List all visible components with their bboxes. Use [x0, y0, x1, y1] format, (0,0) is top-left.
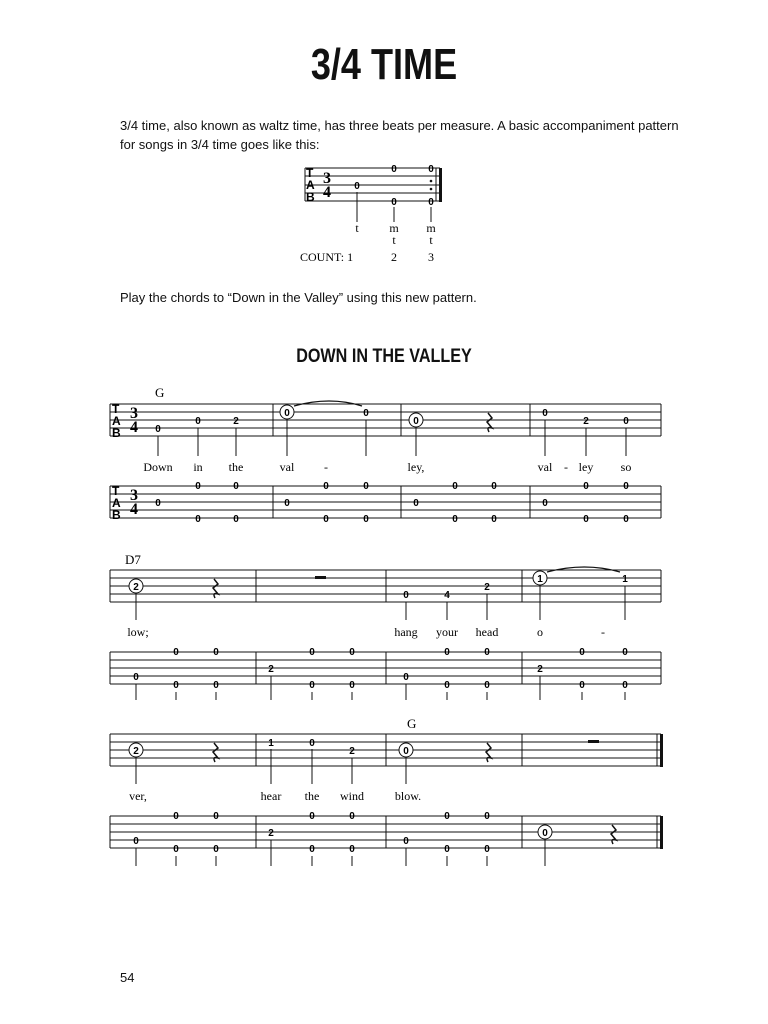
instruction-paragraph: Play the chords to “Down in the Valley” using this new pattern. [120, 290, 477, 305]
time-signature-top: 3 [323, 170, 331, 187]
fret-number: 0 [155, 498, 161, 509]
fret-number: 0 [542, 408, 548, 419]
fret-number: 0 [452, 481, 458, 492]
system-2 [110, 552, 661, 691]
chord-symbol: G [155, 385, 165, 400]
tab-label-t: T [112, 484, 120, 498]
fret-number: 0 [363, 408, 369, 419]
fret-number: 2 [537, 664, 543, 675]
fret-number: 2 [268, 664, 274, 675]
fret-number: 0 [428, 164, 434, 175]
lyric-syllable: the [228, 460, 244, 474]
fret-number: 0 [309, 844, 315, 855]
lyric-syllable: val [537, 460, 553, 474]
fret-number: 0 [195, 514, 201, 525]
tab-label-a: A [112, 496, 121, 510]
fret-number: 0 [173, 680, 179, 691]
system-1 [110, 385, 661, 525]
fret-number: 2 [133, 582, 139, 593]
fret-number: 0 [173, 844, 179, 855]
fret-number: 1 [622, 574, 628, 585]
fret-number: 0 [583, 481, 589, 492]
lyric-syllable: the [304, 789, 320, 803]
whole-rest-icon [315, 576, 326, 579]
fret-number: 0 [391, 164, 397, 175]
lyric-syllable: hear [260, 789, 282, 803]
fret-number: 0 [444, 811, 450, 822]
time-signature-bottom: 4 [130, 501, 138, 518]
fret-number: 0 [391, 197, 397, 208]
fret-number: 1 [537, 574, 543, 585]
fret-number: 0 [403, 590, 409, 601]
lyric-hyphen: - [601, 625, 605, 639]
fret-number: 0 [309, 811, 315, 822]
system-3 [110, 716, 663, 866]
fret-number: 0 [403, 672, 409, 683]
accompaniment-stems [136, 676, 625, 700]
lyric-syllable: so [620, 460, 632, 474]
count-beat: 3 [428, 250, 434, 264]
fret-number: 2 [583, 416, 589, 427]
lyric-syllable: o [537, 625, 543, 639]
fret-number: 0 [349, 680, 355, 691]
fret-number: 0 [413, 416, 419, 427]
finger-label: m [389, 221, 399, 235]
fret-number: 0 [213, 647, 219, 658]
fret-number: 0 [349, 844, 355, 855]
fret-number: 0 [403, 836, 409, 847]
fret-number: 2 [233, 416, 239, 427]
lyric-syllable: ver, [129, 789, 147, 803]
time-signature-bottom: 4 [130, 419, 138, 436]
fret-number: 0 [195, 416, 201, 427]
song-title: DOWN IN THE VALLEY [296, 346, 472, 367]
fret-number: 0 [233, 514, 239, 525]
lyric-syllable: blow. [394, 789, 422, 803]
lyric-syllable: head [475, 625, 499, 639]
fret-number: 2 [349, 746, 355, 757]
lyric-syllable: ley, [407, 460, 425, 474]
fret-number: 0 [452, 514, 458, 525]
fret-number: 0 [623, 481, 629, 492]
fret-number: 0 [579, 680, 585, 691]
fret-number: 0 [444, 647, 450, 658]
finger-label: t [429, 233, 433, 247]
fret-number: 0 [623, 416, 629, 427]
lyric-hyphen: - [564, 460, 568, 474]
fret-number: 0 [213, 811, 219, 822]
fret-number: 0 [323, 514, 329, 525]
lyric-hyphen: - [324, 460, 328, 474]
fret-number: 0 [349, 811, 355, 822]
fret-number: 0 [484, 680, 490, 691]
fret-number: 2 [268, 828, 274, 839]
fret-number: 0 [309, 680, 315, 691]
whole-rest-icon [588, 740, 599, 743]
fret-number: 0 [233, 481, 239, 492]
fret-number: 0 [484, 811, 490, 822]
fret-number: 0 [173, 811, 179, 822]
fret-number: 0 [484, 844, 490, 855]
fret-number: 0 [213, 680, 219, 691]
lyric-syllable: low; [127, 625, 149, 639]
fret-number: 4 [444, 590, 450, 601]
page-number: 54 [120, 970, 135, 985]
fret-number: 0 [195, 481, 201, 492]
lyric-syllable: ley [578, 460, 594, 474]
fret-number: 0 [413, 498, 419, 509]
intro-paragraph: 3/4 time, also known as waltz time, has three beats per measure. A basic accompaniment pattern for songs in 3/4 time goes like this: [120, 118, 679, 152]
fret-number: 0 [363, 514, 369, 525]
lyric-syllable: val [279, 460, 295, 474]
finger-label: t [355, 221, 359, 235]
fret-number: 0 [309, 738, 315, 749]
fret-number: 0 [542, 498, 548, 509]
fret-number: 0 [309, 647, 315, 658]
fret-number: 2 [133, 746, 139, 757]
fret-number: 0 [354, 181, 360, 192]
finger-label: m [426, 221, 436, 235]
fret-number: 0 [622, 680, 628, 691]
fret-number: 0 [133, 836, 139, 847]
fret-number: 1 [268, 738, 274, 749]
fret-number: 0 [444, 844, 450, 855]
tab-label-t: T [112, 402, 120, 416]
page-title: 3/4 TIME [310, 40, 458, 89]
count-label: COUNT: 1 [300, 250, 354, 264]
tab-label-b: B [112, 426, 121, 440]
fret-number: 0 [484, 647, 490, 658]
fret-number: 0 [155, 424, 161, 435]
fret-number: 0 [491, 481, 497, 492]
fret-number: 0 [444, 680, 450, 691]
fret-number: 0 [284, 498, 290, 509]
fret-number: 0 [323, 481, 329, 492]
lyric-syllable: hang [394, 625, 418, 639]
tab-label-b: B [306, 190, 315, 204]
fret-number: 0 [284, 408, 290, 419]
tab-label-a: A [306, 178, 315, 192]
tab-label-t: T [306, 166, 314, 180]
fret-number: 0 [363, 481, 369, 492]
fret-number: 0 [491, 514, 497, 525]
fret-number: 0 [542, 828, 548, 839]
fret-number: 0 [583, 514, 589, 525]
example-tab [300, 164, 442, 264]
tab-label-a: A [112, 414, 121, 428]
lyric-syllable: in [193, 460, 203, 474]
time-signature-bottom: 4 [323, 184, 331, 201]
chord-symbol: D7 [125, 552, 141, 567]
fret-number: 0 [403, 746, 409, 757]
lyric-syllable: Down [143, 460, 173, 474]
fret-number: 0 [622, 647, 628, 658]
lyric-syllable: your [436, 625, 458, 639]
fret-number: 0 [213, 844, 219, 855]
fret-number: 0 [623, 514, 629, 525]
lyric-syllable: wind [340, 789, 364, 803]
fret-number: 0 [349, 647, 355, 658]
time-signature-top: 3 [130, 487, 138, 504]
fret-number: 0 [173, 647, 179, 658]
fret-number: 0 [133, 672, 139, 683]
fret-number: 0 [579, 647, 585, 658]
fret-number: 0 [428, 197, 434, 208]
time-signature-top: 3 [130, 405, 138, 422]
tab-label-b: B [112, 508, 121, 522]
chord-symbol: G [407, 716, 417, 731]
count-beat: 2 [391, 250, 397, 264]
finger-label: t [392, 233, 396, 247]
fret-number: 2 [484, 582, 490, 593]
